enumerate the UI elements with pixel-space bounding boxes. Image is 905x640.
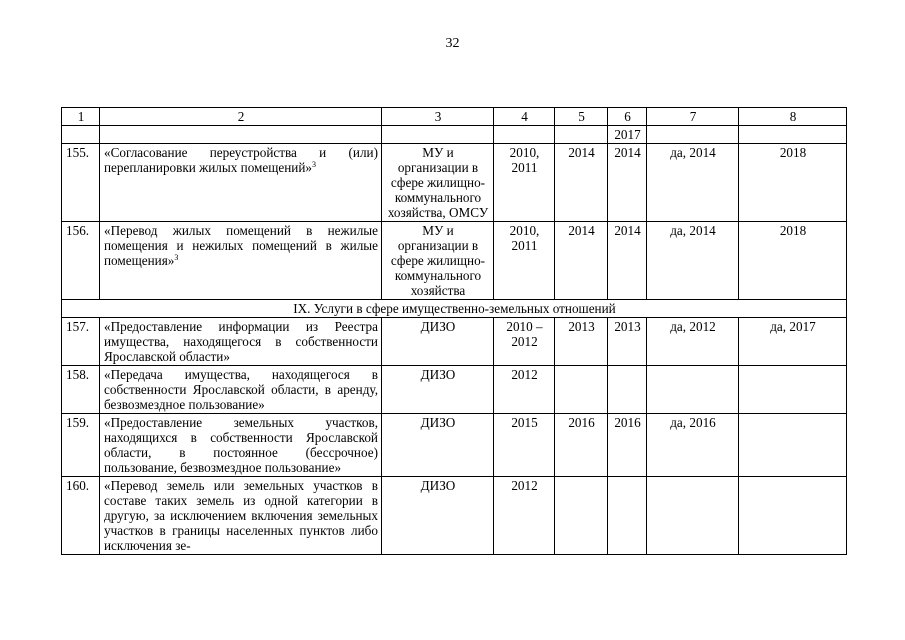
agency-cell: ДИЗО bbox=[382, 477, 494, 555]
service-name: «Предоставление информации из Реестра имущества, находящегося в собственности Ярославской области» bbox=[100, 318, 382, 366]
table-cell: 2012 bbox=[494, 366, 555, 414]
table-cell: 2016 bbox=[555, 414, 608, 477]
table-cell bbox=[739, 477, 847, 555]
section-row bbox=[62, 300, 847, 318]
table-cell bbox=[739, 414, 847, 477]
header-cell: 3 bbox=[382, 108, 494, 126]
table-cell bbox=[555, 126, 608, 144]
table-row bbox=[62, 318, 847, 366]
services-table bbox=[61, 107, 847, 555]
table-cell: 2017 bbox=[608, 126, 647, 144]
table-row bbox=[62, 366, 847, 414]
table-row bbox=[62, 414, 847, 477]
agency-cell: МУ и организации в сфере жилищно-коммунального хозяйства, ОМСУ bbox=[382, 144, 494, 222]
table-cell: 2016 bbox=[608, 414, 647, 477]
service-name-cell bbox=[100, 222, 382, 300]
header-cell: 1 bbox=[62, 108, 100, 126]
continuation-row bbox=[62, 126, 847, 144]
table-cell: 2015 bbox=[494, 414, 555, 477]
row-number: 157. bbox=[62, 318, 100, 366]
table-cell: 2010, 2011 bbox=[494, 222, 555, 300]
header-cell: 8 bbox=[739, 108, 847, 126]
table-cell bbox=[647, 366, 739, 414]
agency-cell: ДИЗО bbox=[382, 318, 494, 366]
table-cell bbox=[100, 126, 382, 144]
agency-cell: МУ и организации в сфере жилищно-коммунального хозяйства bbox=[382, 222, 494, 300]
service-name: «Передача имущества, находящегося в собственности Ярославской области, в аренду, безвозмездное пользование» bbox=[100, 366, 382, 414]
table-cell: 2012 bbox=[494, 477, 555, 555]
table-cell bbox=[62, 126, 100, 144]
service-name: «Предоставление земельных участков, находящихся в собственности Ярославской области, в постоянное (бессрочное) пользование, безвозмездное пользование» bbox=[100, 414, 382, 477]
table-cell bbox=[739, 366, 847, 414]
table-cell: да, 2014 bbox=[647, 222, 739, 300]
row-number: 155. bbox=[62, 144, 100, 222]
table-cell: 2013 bbox=[608, 318, 647, 366]
table-cell: да, 2017 bbox=[739, 318, 847, 366]
service-name: «Согласование переустройства и (или) перепланировки жилых помещений» bbox=[104, 145, 378, 175]
header-cell: 4 bbox=[494, 108, 555, 126]
footnote-marker: 3 bbox=[312, 160, 317, 169]
table-cell: 2018 bbox=[739, 144, 847, 222]
agency-cell: ДИЗО bbox=[382, 366, 494, 414]
table-cell: 2010, 2011 bbox=[494, 144, 555, 222]
service-name: «Перевод жилых помещений в нежилые помещения и нежилых помещений в жилые помещения» bbox=[104, 223, 378, 268]
table-cell: да, 2012 bbox=[647, 318, 739, 366]
table-cell: 2014 bbox=[608, 222, 647, 300]
table-cell bbox=[647, 477, 739, 555]
service-name-cell bbox=[100, 144, 382, 222]
table-cell: да, 2016 bbox=[647, 414, 739, 477]
table-cell bbox=[555, 366, 608, 414]
row-number: 158. bbox=[62, 366, 100, 414]
table-cell bbox=[739, 126, 847, 144]
row-number: 160. bbox=[62, 477, 100, 555]
section-title: IX. Услуги в сфере имущественно-земельных отношений bbox=[62, 300, 847, 318]
table-cell: да, 2014 bbox=[647, 144, 739, 222]
table-cell: 2014 bbox=[608, 144, 647, 222]
page-number: 32 bbox=[445, 36, 460, 51]
table-cell bbox=[608, 477, 647, 555]
table-cell: 2018 bbox=[739, 222, 847, 300]
agency-cell: ДИЗО bbox=[382, 414, 494, 477]
table-cell bbox=[608, 366, 647, 414]
table-cell bbox=[555, 477, 608, 555]
header-cell: 5 bbox=[555, 108, 608, 126]
table-cell: 2010 – 2012 bbox=[494, 318, 555, 366]
table-row bbox=[62, 222, 847, 300]
footnote-marker: 3 bbox=[174, 253, 179, 262]
header-cell: 7 bbox=[647, 108, 739, 126]
table-row bbox=[62, 477, 847, 555]
header-cell: 2 bbox=[100, 108, 382, 126]
table-cell bbox=[647, 126, 739, 144]
service-name: «Перевод земель или земельных участков в составе таких земель из одной категории в другую, за исключением включения земельных участков в границы населенных пунктов либо исключения зе- bbox=[100, 477, 382, 555]
table-cell: 2014 bbox=[555, 144, 608, 222]
table-cell bbox=[494, 126, 555, 144]
row-number: 156. bbox=[62, 222, 100, 300]
table-row bbox=[62, 144, 847, 222]
table-cell: 2014 bbox=[555, 222, 608, 300]
table-cell bbox=[382, 126, 494, 144]
row-number: 159. bbox=[62, 414, 100, 477]
header-cell: 6 bbox=[608, 108, 647, 126]
header-row bbox=[62, 108, 847, 126]
table-cell: 2013 bbox=[555, 318, 608, 366]
